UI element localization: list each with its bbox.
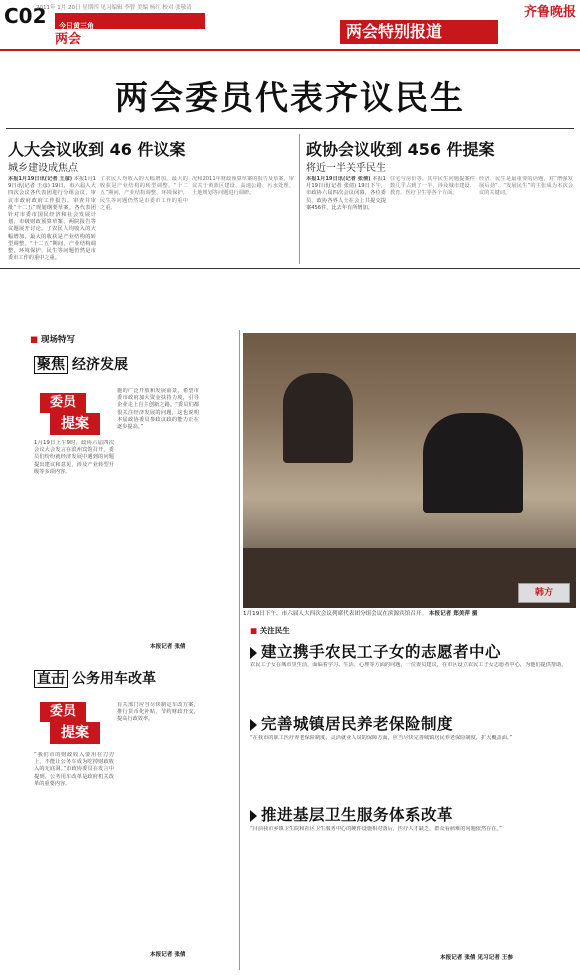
section1-byline: 本报记者 张倩 [150, 644, 186, 650]
section1-badge-top: 委员 [40, 393, 86, 413]
section-tag-label: 今日黄三角 [59, 22, 94, 30]
section2-title: 公务用车改革 [72, 671, 156, 687]
section1-col2: 施的广泛开放和发展前景，希望市委市政府加大资金扶持力度，引导企业走上自主创新之路。“委员们都很关注经济发展的问题，这也说明本届政协委员参政议政的能力正在逐步提高。” [117, 388, 199, 431]
page-headline: 两会委员代表齐议民生 [115, 78, 465, 117]
section1-title: 经济发展 [72, 357, 128, 373]
right-story-col1: 本报1月19日讯(记者 张倩) 本报1月19日讯(记者 张倩) 19日下午，市政协六届四次会议闭幕，各位委员、政协各界人士在会上共提交提案456件，比去年有所增加。 [306, 176, 386, 211]
focus-tag-icon: ■ [250, 626, 258, 635]
left-story-title: 人大会议收到 46 件议案 [8, 140, 186, 159]
focus-item2-title: 完善城镇居民养老保险制度 [250, 712, 453, 734]
section2-heading [34, 668, 156, 688]
page-code: C02 [4, 4, 47, 28]
scene-tag: ■ 现场特写 [30, 335, 76, 345]
section2-badge-bottom: 提案 [50, 722, 100, 744]
focus-credit: 本报记者 张倩 见习记者 王参 [440, 955, 513, 961]
right-story-col3: 经济、民生是最重要的话题，对“增强发展后劲”、“发展民生”的主张成为本次会议的关键词。 [479, 176, 573, 197]
focus-tag: ■ 关注民生 [250, 626, 290, 635]
meeting-photo [243, 333, 576, 608]
section2-col2: 有关部门应当尽快制定车改方案，推行货币化补贴，节约财政开支，提高行政效率。 [117, 702, 199, 723]
left-story-subtitle: 城乡建设成焦点 [8, 163, 78, 174]
right-story-title: 政协会议收到 456 件提案 [306, 140, 495, 159]
focus-item3-title: 推进基层卫生服务体系改革 [250, 803, 453, 825]
photo-nameplate: 韩方 [518, 583, 570, 603]
masthead-rule [0, 49, 580, 51]
arrow-icon [250, 647, 257, 659]
section1-badge-bottom: 提案 [50, 413, 100, 435]
focus-item2-body: “在我市的职工医疗养老保险制度、灵活就业人员的保障方面，应当尽快完善城镇居民养老保险制度，扩大覆盖面。” [250, 735, 513, 741]
left-story-col1: 本报1月19日讯(记者 王彦) 本报1月19日讯(记者 王彦) 19日，市六届人大四次会议各代表团进行分组会议，审议市政府政府工作报告，审查并审批“十二五”规划纲要草案。各代表团针对市委市国民经济和社会发展计划、市级财政预算草案、两院报告等议题展开讨论。了农民人均收入的大幅增加，最大的收获是产业结构的转型调整。“十二五”期间，产业结构调整，环境保护，民生等问题仍然是市委市工作的重中之重。 [8, 176, 96, 262]
column-divider [239, 330, 240, 970]
date-line: 2011年 1月 20日 星期四 见习编辑 李智 美编 杨红 校对 张敬清 [36, 5, 192, 11]
story-divider [299, 134, 300, 264]
top-section-rule [0, 268, 580, 269]
focus-item1-body: 农民工子女在城市里生活，面临着学习、生活、心理等方面的问题，一位委员建议，在市区设立农民工子女志愿者中心，为他们提供帮助。 [250, 662, 567, 668]
section1-heading [34, 354, 128, 374]
section-name: 两会 [55, 32, 82, 47]
section2-byline: 本报记者 张倩 [150, 952, 186, 958]
feature-banner: 两会特别报道 [340, 20, 498, 44]
arrow-icon [250, 719, 257, 731]
focus-item1-title: 建立携手农民工子女的志愿者中心 [250, 640, 501, 662]
right-story-col2: 住宅与房价等。其中民生问题提案件数几乎占到了一半，涉及城市建设、教育、医疗卫生等各个方面。 [390, 176, 475, 197]
arrow-icon [250, 810, 257, 822]
section-tag [55, 13, 205, 29]
section1-col1: 1月19日上午9时，政协六届四次会议大会发言在滨州宾馆召开。委员们纷纷就经济发展中遇到的问题提出建议和意见，涉及产业转型升级等多项内容。 [34, 440, 114, 475]
section1-box: 聚焦 [34, 356, 68, 374]
newspaper-logo: 齐鲁晚报 [523, 5, 576, 20]
left-story-col3: 况和2011年财政预算草案的报告及草案，审议关于黄蓝区建设、高速公路、污水处理、土地规划等问题进行调研。 [192, 176, 294, 197]
focus-item3-body: “目前我市乡镇卫生院和社区卫生服务中心的硬件设施相对落后，医疗人才缺乏，群众看病难的问题依然存在。” [250, 826, 502, 832]
photo-caption: 1月19日下午，市六届人大四次会议列席代表团分组会议在滨源宾馆召开。 本报记者 郑美萍 摄 [243, 611, 478, 617]
left-story-col2: 了农民人均收入的大幅增加，最大的收获是产业结构的转型调整。“十二五”期间，产业结构调整，环境保护，民生等问题仍然是市委市工作的重中之重。 [100, 176, 188, 211]
scene-tag-icon: ■ [30, 335, 39, 345]
section2-box: 直击 [34, 670, 68, 688]
headline-rule [6, 128, 574, 129]
right-story-subtitle: 将近一半关乎民生 [306, 163, 386, 174]
section2-col1: “我们市的财政收入要用在刀刃上，不能让公务车成为吃掉财政收入的无底洞。”市政协委员在发言中提到，公务用车改革是政府机关改革的重要内容。 [34, 752, 114, 787]
photo-person-left [283, 373, 353, 463]
photo-person-right [423, 413, 523, 513]
section2-badge-top: 委员 [40, 702, 86, 722]
